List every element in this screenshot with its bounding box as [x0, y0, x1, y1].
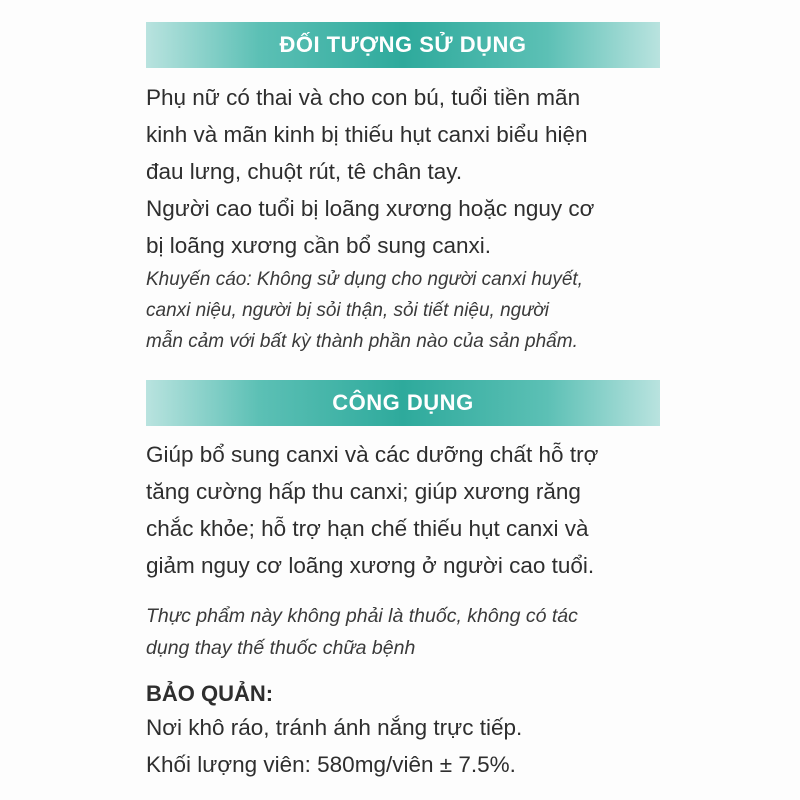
text-line: Giúp bổ sung canxi và các dưỡng chất hỗ trợ: [146, 442, 599, 467]
text-line: Nơi khô ráo, tránh ánh nắng trực tiếp.: [146, 715, 523, 740]
text-line: Thực phẩm này không phải là thuốc, không có tác: [146, 605, 578, 627]
section-header-uses: [146, 380, 660, 426]
target-users-text: [146, 79, 676, 264]
section-title: CÔNG DỤNG: [332, 390, 474, 415]
text-line: bị loãng xương cần bổ sung canxi.: [146, 233, 492, 258]
disclaimer-text: [146, 600, 676, 664]
text-line: Khuyến cáo: Không sử dụng cho người canxi huyết,: [146, 269, 583, 290]
warning-text: [146, 264, 676, 357]
text-line: canxi niệu, người bị sỏi thận, sỏi tiết niệu, người: [146, 300, 549, 321]
text-line: đau lưng, chuột rút, tê chân tay.: [146, 159, 463, 184]
text-line: Khối lượng viên: 580mg/viên ± 7.5%.: [146, 752, 516, 777]
section-header-target-users: [146, 22, 660, 68]
storage-text: [146, 709, 676, 783]
text-line: Phụ nữ có thai và cho con bú, tuổi tiền mãn: [146, 85, 581, 110]
text-line: mẫn cảm với bất kỳ thành phần nào của sản phẩm.: [146, 331, 578, 352]
storage-title: BẢO QUẢN:: [146, 681, 274, 706]
uses-text: [146, 436, 676, 584]
text-line: kinh và mãn kinh bị thiếu hụt canxi biểu hiện: [146, 122, 588, 147]
text-line: chắc khỏe; hỗ trợ hạn chế thiếu hụt canxi và: [146, 516, 589, 541]
section-title: ĐỐI TƯỢNG SỬ DỤNG: [279, 32, 527, 57]
text-line: Người cao tuổi bị loãng xương hoặc nguy cơ: [146, 196, 595, 221]
text-line: tăng cường hấp thu canxi; giúp xương răng: [146, 479, 581, 504]
text-line: dụng thay thế thuốc chữa bệnh: [146, 637, 416, 659]
text-line: giảm nguy cơ loãng xương ở người cao tuổi.: [146, 553, 595, 578]
